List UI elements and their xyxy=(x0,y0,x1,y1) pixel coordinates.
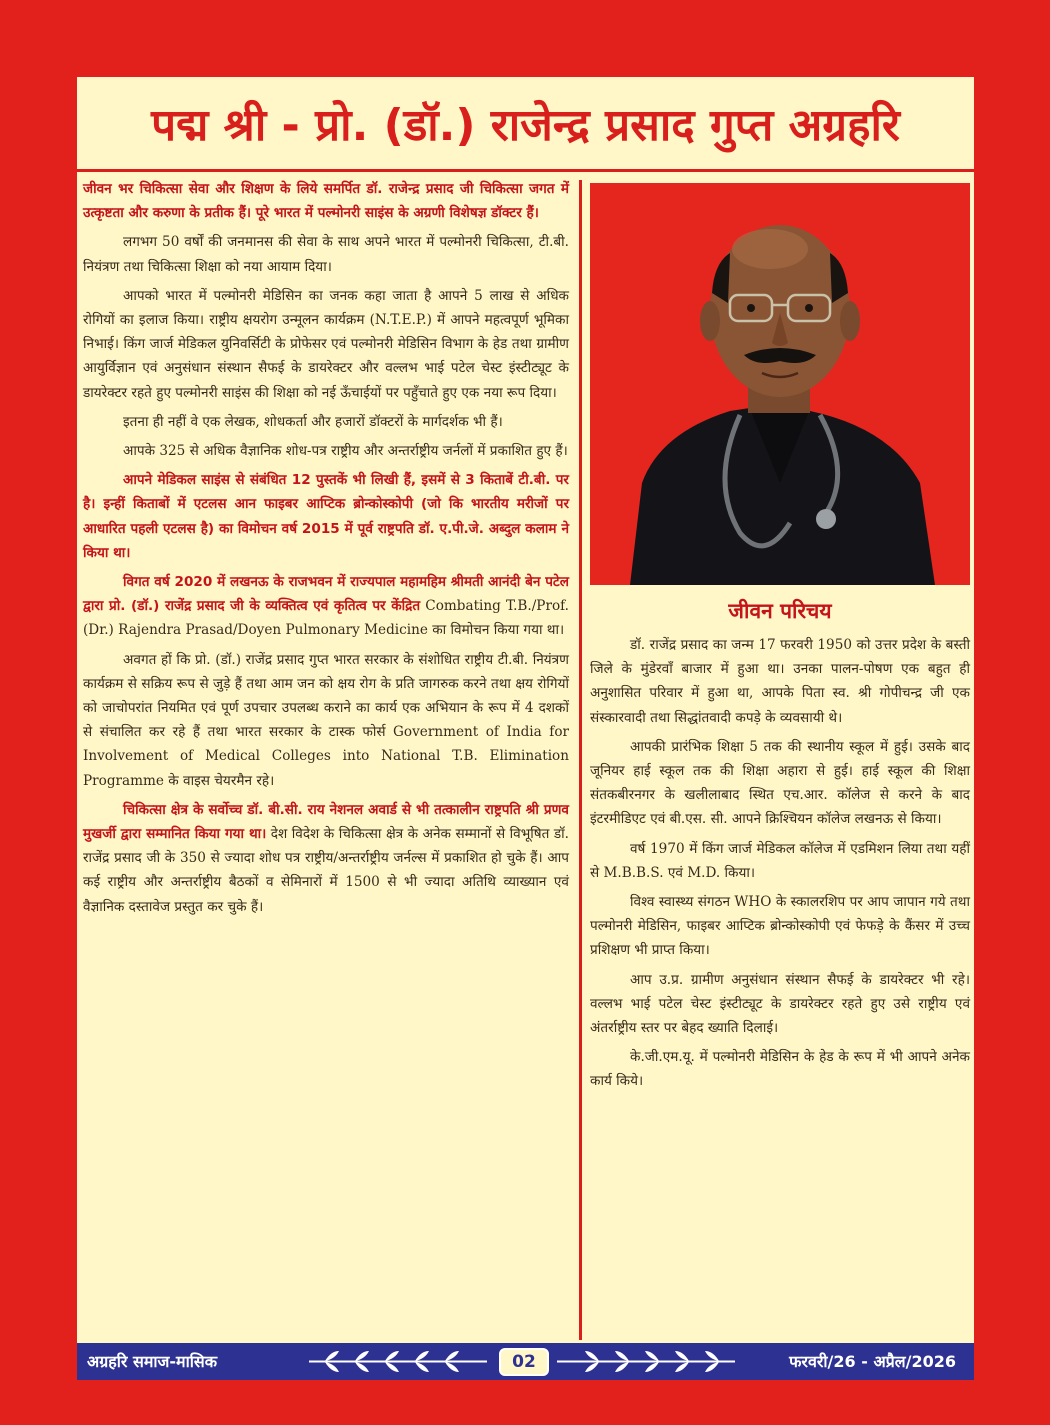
issue-date: फरवरी/26 - अप्रैल/2026 xyxy=(789,1352,956,1371)
article-paragraph: अवगत हों कि प्रो. (डॉ.) राजेंद्र प्रसाद गुप्त भारत सरकार के संशोधित राष्ट्रीय टी.बी. नियंत्रण कार्यक्रम से सक्रिय रूप से जुड़े हैं तथा आम जन को क्षय रोग के प्रति जागरुक करने तथा क्षय रोगियों को जाचोपरांत नियमित एवं पूर्ण उपचार उपलब्ध कराने का कार्य एक अभियान के रूप में 4 दशकों से संचालित कर रहे हैं तथा भारत सरकार के टास्क फोर्स Government of India for Involvement of Medical Colleges into National T.B. Elimination Programme के वाइस चेयरमैन रहे। xyxy=(83,651,569,789)
article-paragraph-mixed xyxy=(83,798,569,919)
portrait-illustration xyxy=(590,183,970,585)
highlight-text: विगत वर्ष 2020 में लखनऊ के राजभवन में राज्यपाल महामहिम श्रीमती आनंदी बेन पटेल द्वारा प्रो. (डॉ.) राजेंद्र प्रसाद जी के व्यक्तित्व एवं कृतित्व पर केंद्रित xyxy=(83,574,569,615)
highlight-text: चिकित्सा क्षेत्र के सर्वोच्च डॉ. बी.सी. राय नेशनल अवार्ड से भी तत्कालीन राष्ट्रपति श्री प्रणव मुखर्जी द्वारा सम्मानित किया गया था। xyxy=(83,801,569,843)
biography-paragraph: वर्ष 1970 में किंग जार्ज मेडिकल कॉलेज में एडमिशन लिया तथा यहीं से M.B.B.S. एवं M.D. किया। xyxy=(590,840,970,881)
article-paragraph: लगभग 50 वर्षों की जनमानस की सेवा के साथ अपने भारत में पल्मोनरी चिकित्सा, टी.बी. नियंत्रण तथा चिकित्सा शिक्षा को नया आयाम दिया। xyxy=(83,234,569,275)
article-paragraph: आपको भारत में पल्मोनरी मेडिसिन का जनक कहा जाता है आपने 5 लाख से अधिक रोगियों का इलाज किया। राष्ट्रीय क्षयरोग उन्मूलन कार्यक्रम (N.T.E.P.) में आपने महत्वपूर्ण भूमिका निभाई। किंग जार्ज मेडिकल युनिवर्सिटी के प्रोफेसर एवं पल्मोनरी मेडिसिन विभाग के हेड तथा ग्रामीण आयुर्विज्ञान एवं अनुसंधान संस्थान सैफई के डायरेक्टर और वल्लभ भाई पटेल चेस्ट इंस्टीट्यूट के डायरेक्टर रहते हुए पल्मोनरी साइंस की शिक्षा को नई ऊँचाईयों पर पहुँचाते हुए एक नया रूप दिया। xyxy=(83,287,569,401)
article-paragraph-mixed xyxy=(83,570,569,643)
page xyxy=(77,77,974,1380)
article-paragraph-highlight: आपने मेडिकल साइंस से संबंधित 12 पुस्तकें भी लिखी हैं, इसमें से 3 किताबें टी.बी. पर है। इन्हीं किताबों में एटलस आन फाइबर आप्टिक ब्रोन्कोस्कोपी (जो कि भारतीय मरीजों पर आधारित पहली एटलस है) का विमोचन वर्ष 2015 में पूर्व राष्ट्रपति डॉ. ए.पी.जे. अब्दुल कलाम ने किया था। xyxy=(83,472,569,561)
section-heading: जीवन परिचय xyxy=(728,599,832,623)
biography-paragraph: आपकी प्रारंभिक शिक्षा 5 तक की स्थानीय स्कूल में हुई। उसके बाद जूनियर हाई स्कूल तक की शिक्षा अहारा से हुई। हाई स्कूल की शिक्षा संतकबीरनगर के खलीलाबाद स्थित एच.आर. कॉलेज से करने के बाद इंटरमीडिएट एवं बी.एस. सी. आपने क्रिश्चियन कॉलेज लखनऊ से किया। xyxy=(590,738,970,828)
portrait-photo xyxy=(590,183,970,585)
biography-column xyxy=(590,633,970,1099)
biography-paragraph: डॉ. राजेंद्र प्रसाद का जन्म 17 फरवरी 1950 को उत्तर प्रदेश के बस्ती जिले के मुंडेरवाँ बाजार में हुआ था। उनका पालन-पोषण एक बहुत ही अनुशासित परिवार में हुआ था, आपके पिता स्व. श्री गोपीचन्द्र जी एक संस्कारवादी तथा सिद्धांतवादी कपड़े के व्यवसायी थे। xyxy=(590,637,970,726)
page-title: पद्म श्री - प्रो. (डॉ.) राजेन्द्र प्रसाद गुप्त अग्रहरि xyxy=(151,100,900,151)
biography-paragraph: विश्व स्वास्थ्य संगठन WHO के स्कालरशिप पर आप जापान गये तथा पल्मोनरी मेडिसिन, फाइबर आप्टिक ब्रोन्कोस्कोपी एवं फेफड़े के कैंसर में उच्च प्रशिक्षण भी प्राप्त किया। xyxy=(590,894,970,959)
biography-paragraph: आप उ.प्र. ग्रामीण अनुसंधान संस्थान सैफई के डायरेक्टर भी रहे। वल्लभ भाई पटेल चेस्ट इंस्टीट्यूट के डायरेक्टर रहते हुए उसे राष्ट्रीय एवं अंतर्राष्ट्रीय स्तर पर बेहद ख्याति दिलाई। xyxy=(590,971,970,1037)
vine-ornament-icon xyxy=(305,1343,491,1380)
plain-text: Combating T.B./Prof. (Dr.) Rajendra Prasad/Doyen Pulmonary Medicine का विमोचन किया गया था। xyxy=(83,598,569,639)
vine-ornament-icon xyxy=(553,1343,739,1380)
article-paragraph: आपके 325 से अधिक वैज्ञानिक शोध-पत्र राष्ट्रीय और अन्तर्राष्ट्रीय जर्नलों में प्रकाशित हुए हैं। xyxy=(123,443,568,460)
article-paragraph-intro: जीवन भर चिकित्सा सेवा और शिक्षण के लिये समर्पित डॉ. राजेन्द्र प्रसाद जी चिकित्सा जगत में उत्कृष्टता और करुणा के प्रतीक हैं। पूरे भारत में पल्मोनरी साइंस के अग्रणी विशेषज्ञ डॉक्टर हैं। xyxy=(83,181,569,222)
plain-text: देश विदेश के चिकित्सा क्षेत्र के अनेक सम्मानों से विभूषित डॉ. राजेंद्र प्रसाद जी के 350 से ज्यादा शोध पत्र राष्ट्रीय/अन्तर्राष्ट्रीय जर्नल्स में प्रकाशित हो चुके हैं। आप कई राष्ट्रीय और अन्तर्राष्ट्रीय बैठकों व सेमिनारों में 1500 से भी ज्यादा अतिथि व्याख्यान एवं वैज्ञानिक दस्तावेज प्रस्तुत कर चुके हैं। xyxy=(83,826,570,915)
column-divider xyxy=(579,180,582,1340)
page-number: 02 xyxy=(499,1348,549,1376)
title-divider xyxy=(77,169,974,172)
page-footer xyxy=(77,1343,974,1380)
biography-paragraph: के.जी.एम.यू. में पल्मोनरी मेडिसिन के हेड के रूप में भी आपने अनेक कार्य किये। xyxy=(590,1049,970,1090)
magazine-name: अग्रहरि समाज-मासिक xyxy=(87,1352,218,1371)
main-article-column xyxy=(83,177,569,1347)
article-paragraph: इतना ही नहीं वे एक लेखक, शोधकर्ता और हजारों डॉक्टरों के मार्गदर्शक भी हैं। xyxy=(123,413,503,430)
